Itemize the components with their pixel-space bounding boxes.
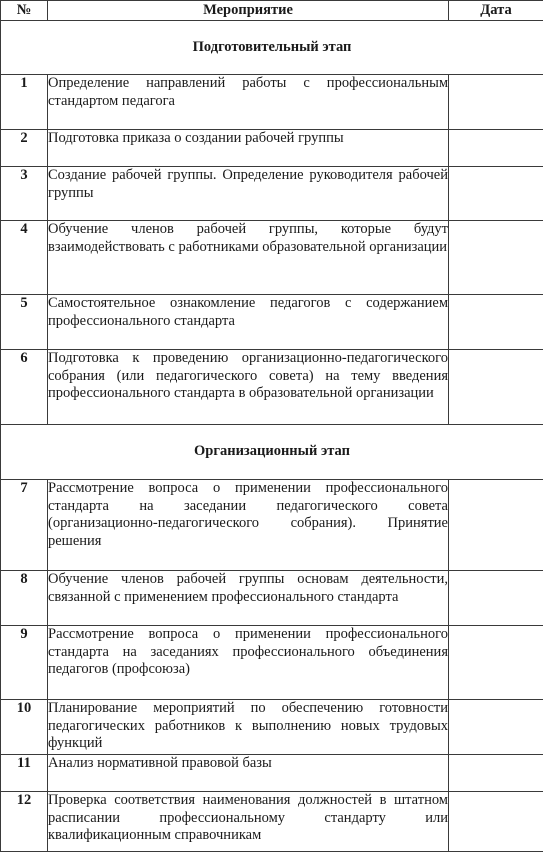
table-row bbox=[1, 350, 543, 425]
table-row bbox=[1, 700, 543, 755]
row-date bbox=[449, 221, 543, 295]
row-event: Рассмотрение вопроса о применении профессионального стандарта на заседании педагогического совета (организационно-педагогического собрания). Принятие решения bbox=[48, 480, 449, 571]
table-row bbox=[1, 130, 543, 167]
header-event: Мероприятие bbox=[48, 1, 449, 21]
row-date bbox=[449, 755, 543, 792]
table-row bbox=[1, 221, 543, 295]
table-row bbox=[1, 480, 543, 571]
row-event: Подготовка приказа о создании рабочей группы bbox=[48, 130, 449, 167]
row-event: Проверка соответствия наименования должностей в штатном расписании профессиональному стандарту или квалификационным справочникам bbox=[48, 792, 449, 852]
row-number: 12 bbox=[1, 792, 48, 852]
table-row bbox=[1, 755, 543, 792]
row-number: 9 bbox=[1, 626, 48, 700]
header-num: № bbox=[1, 1, 48, 21]
row-date bbox=[449, 792, 543, 852]
table-row bbox=[1, 792, 543, 852]
stage-title: Подготовительный этап bbox=[1, 21, 543, 75]
row-event: Определение направлений работы с профессиональным стандартом педагога bbox=[48, 75, 449, 130]
header-date: Дата bbox=[449, 1, 543, 21]
row-event: Обучение членов рабочей группы основам деятельности, связанной с применением профессионального стандарта bbox=[48, 571, 449, 626]
row-date bbox=[449, 700, 543, 755]
stage-row bbox=[1, 425, 543, 480]
row-number: 7 bbox=[1, 480, 48, 571]
row-date bbox=[449, 571, 543, 626]
row-event: Планирование мероприятий по обеспечению готовности педагогических работников к выполнению новых трудовых функций bbox=[48, 700, 449, 755]
row-date bbox=[449, 130, 543, 167]
row-number: 3 bbox=[1, 167, 48, 221]
table-row bbox=[1, 571, 543, 626]
row-event: Рассмотрение вопроса о применении профессионального стандарта на заседаниях профессионального объединения педагогов (профсоюза) bbox=[48, 626, 449, 700]
row-date bbox=[449, 626, 543, 700]
row-date bbox=[449, 480, 543, 571]
row-number: 8 bbox=[1, 571, 48, 626]
table-row bbox=[1, 626, 543, 700]
row-date bbox=[449, 295, 543, 350]
row-number: 1 bbox=[1, 75, 48, 130]
row-event: Самостоятельное ознакомление педагогов с содержанием профессионального стандарта bbox=[48, 295, 449, 350]
row-event: Обучение членов рабочей группы, которые будут взаимодействовать с работниками образовательной организации bbox=[48, 221, 449, 295]
row-date bbox=[449, 75, 543, 130]
row-event: Анализ нормативной правовой базы bbox=[48, 755, 449, 792]
row-number: 4 bbox=[1, 221, 48, 295]
table-row bbox=[1, 295, 543, 350]
row-number: 2 bbox=[1, 130, 48, 167]
row-date bbox=[449, 350, 543, 425]
stage-title: Организационный этап bbox=[1, 425, 543, 480]
row-number: 5 bbox=[1, 295, 48, 350]
table-row bbox=[1, 75, 543, 130]
stage-row bbox=[1, 21, 543, 75]
table-row bbox=[1, 167, 543, 221]
table-header-row bbox=[1, 1, 543, 21]
row-number: 11 bbox=[1, 755, 48, 792]
row-event: Подготовка к проведению организационно-педагогического собрания (или педагогического совета) на тему введения профессионального стандарта в образовательной организации bbox=[48, 350, 449, 425]
row-event: Создание рабочей группы. Определение руководителя рабочей группы bbox=[48, 167, 449, 221]
row-date bbox=[449, 167, 543, 221]
row-number: 10 bbox=[1, 700, 48, 755]
row-number: 6 bbox=[1, 350, 48, 425]
